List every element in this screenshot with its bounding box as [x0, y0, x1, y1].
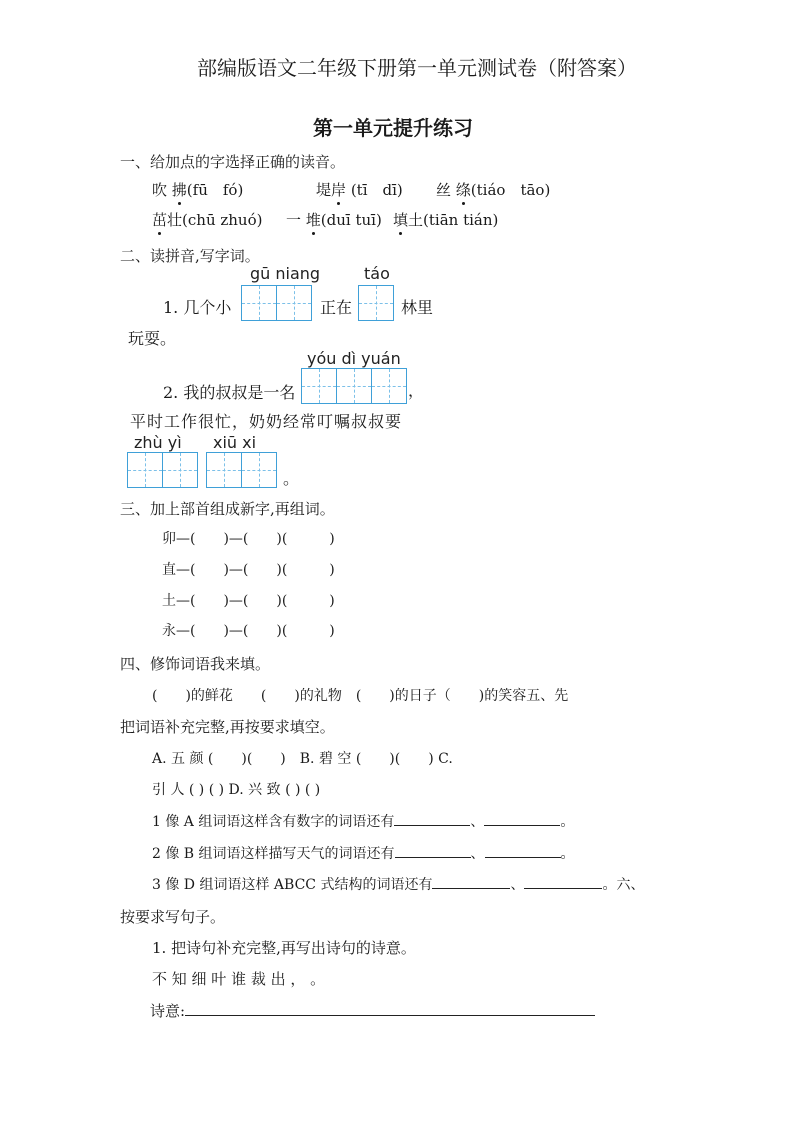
- q6-meaning: 诗意:: [150, 1000, 595, 1021]
- q6-heading: 按要求写句子。: [120, 908, 226, 926]
- write-cell[interactable]: [336, 368, 372, 404]
- q4-line4: 引 人 ( ) ( ) D. 兴 致 ( ) ( ): [152, 782, 321, 798]
- q3-row: 土—( )—( )( ): [162, 593, 335, 609]
- q3-row: 永—( )—( )( ): [162, 623, 335, 639]
- q1-item: 茁壮(chū zhuó): [152, 211, 263, 229]
- write-cell[interactable]: [241, 285, 277, 321]
- write-cell[interactable]: [276, 285, 312, 321]
- q1-item: 一 堆(duī tuī): [286, 211, 382, 229]
- write-box-zhuyi[interactable]: [127, 452, 198, 488]
- write-cell[interactable]: [127, 452, 163, 488]
- q1-item: 吹 拂(fū fó): [152, 181, 244, 199]
- write-cell[interactable]: [358, 285, 394, 321]
- write-box-xiuxi[interactable]: [206, 452, 277, 488]
- q1-item: 填土(tiān tián): [393, 211, 499, 229]
- q6-item1: 1. 把诗句补充完整,再写出诗句的诗意。: [152, 939, 416, 957]
- q4-sub1: 1 像 A 组词语这样含有数字的词语还有 、 。: [152, 811, 574, 831]
- write-cell[interactable]: [162, 452, 198, 488]
- q4-line1: ( )的鲜花 ( )的礼物 ( )的日子（ )的笑容五、先: [152, 688, 569, 704]
- answer-blank[interactable]: [484, 811, 560, 826]
- pinyin-xiuxi: xiū xi: [213, 433, 257, 452]
- q2-item1-tail: 林里: [401, 298, 434, 317]
- q3-row: 卯—( )—( )( ): [162, 531, 335, 547]
- answer-blank[interactable]: [432, 874, 510, 889]
- q2-item1-next: 玩耍。: [128, 329, 177, 348]
- section-title: 第一单元提升练习: [313, 116, 473, 140]
- q1-item: 堤岸 (tī dī): [316, 181, 403, 199]
- q2-item2-end: 。: [283, 469, 300, 488]
- q3-row: 直—( )—( )( ): [162, 562, 335, 578]
- write-cell[interactable]: [371, 368, 407, 404]
- q3-heading: 三、加上部首组成新字,再组词。: [120, 500, 335, 518]
- answer-blank[interactable]: [395, 843, 471, 858]
- q6-poem: 不 知 细 叶 谁 裁 出 ， 。: [152, 970, 326, 988]
- q2-item2-lead: 2. 我的叔叔是一名: [163, 383, 296, 402]
- write-cell[interactable]: [206, 452, 242, 488]
- q4-heading: 四、修饰词语我来填。: [120, 655, 271, 673]
- write-box-guniang[interactable]: [241, 285, 312, 321]
- pinyin-guniang: gū niang: [250, 264, 321, 283]
- pinyin-zhuyi: zhù yì: [134, 433, 182, 452]
- write-cell[interactable]: [241, 452, 277, 488]
- write-cell[interactable]: [301, 368, 337, 404]
- document-title: 部编版语文二年级下册第一单元测试卷（附答案）: [197, 56, 637, 80]
- q2-item2-comma: ，: [408, 381, 425, 400]
- write-box-youdiyuan[interactable]: [301, 368, 407, 404]
- q2-item1-mid: 正在: [320, 298, 353, 317]
- write-box-tao[interactable]: [358, 285, 394, 321]
- q4-line2: 把词语补充完整,再按要求填空。: [120, 718, 335, 736]
- answer-blank[interactable]: [485, 843, 561, 858]
- q2-heading: 二、读拼音,写字词。: [120, 247, 260, 265]
- q4-line3: A. 五 颜 ( )( ) B. 碧 空 ( )( ) C.: [152, 751, 453, 767]
- q1-heading: 一、给加点的字选择正确的读音。: [120, 153, 346, 171]
- q2-item2-line2: 平时工作很忙，奶奶经常叮嘱叔叔要: [130, 412, 403, 431]
- pinyin-tao: táo: [364, 264, 390, 283]
- pinyin-youdiyuan: yóu dì yuán: [307, 349, 401, 368]
- q4-sub2: 2 像 B 组词语这样描写天气的词语还有 、 。: [152, 843, 575, 863]
- answer-blank[interactable]: [394, 811, 470, 826]
- q4-sub3: 3 像 D 组词语这样 ABCC 式结构的词语还有 、 。六、: [152, 874, 644, 894]
- q2-item1-lead: 1. 几个小: [163, 298, 232, 317]
- answer-blank[interactable]: [524, 874, 602, 889]
- meaning-blank[interactable]: [185, 1001, 595, 1016]
- q1-item: 丝 绦(tiáo tāo): [436, 181, 551, 199]
